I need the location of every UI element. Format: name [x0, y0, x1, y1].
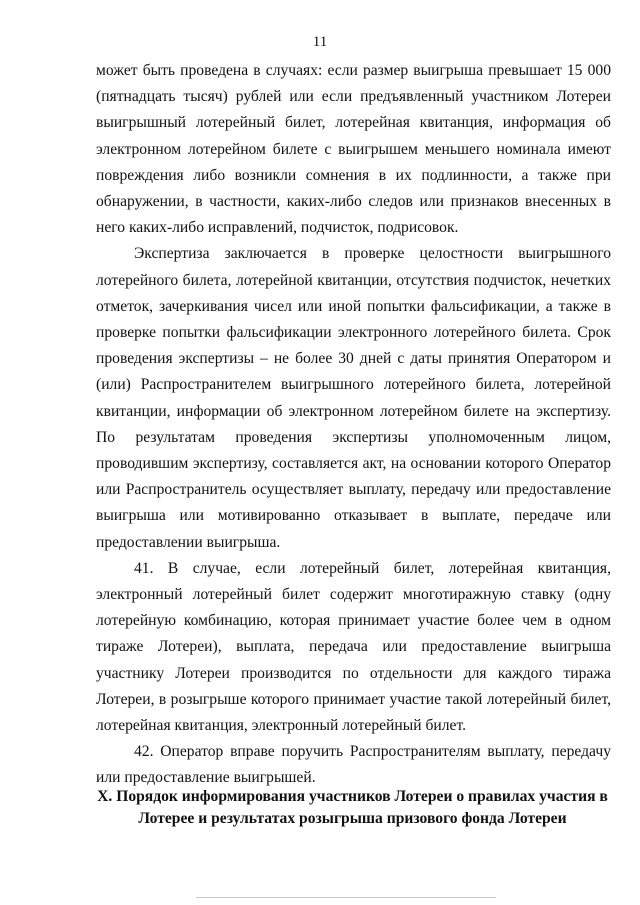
- paragraph-41: 41. В случае, если лотерейный билет, лотерейная квитанция, электронный лотерейный билет содержит многотиражную ставку (одну лотерейную комбинацию, которая принимает участие более чем в одном тираже Лотереи), выплата, передача или предоставление выигрыша участнику Лотереи производится по отдельности для каждого тиража Лотереи, в розыгрыше которого принимает участие такой лотерейный билет, лотерейная квитанция, электронный лотерейный билет.: [96, 559, 611, 735]
- paragraph-continuation: может быть проведена в случаях: если размер выигрыша превышает 15 000 (пятнадцать тысяч) рублей или если предъявленный участником Лотереи выигрышный лотерейный билет, лотерейная квитанция, информация об электронном лотерейном билете с выигрышем меньшего номинала имеют повреждения либо возникли сомнения в их подлинности, а также при обнаружении, в частности, каких-либо следов или признаков внесенных в него каких-либо исправлений, подчисток, подрисовок.: [96, 62, 611, 237]
- page-number: 11: [312, 34, 328, 50]
- scan-edge-line: [196, 897, 496, 898]
- section-heading-line-2: Лотерее и результатах розыгрыша призового фонда Лотереи: [138, 810, 567, 827]
- paragraph-42: 42. Оператор вправе поручить Распространителям выплату, передачу или предоставление выигрышей.: [96, 743, 611, 787]
- section-heading: [90, 786, 615, 830]
- paragraph-expertise: Экспертиза заключается в проверке целостности выигрышного лотерейного билета, лотерейной квитанции, отсутствия подчисток, нечетких отметок, зачеркивания чисел или иной попытки фальсификации, а также в проверке попытки фальсификации электронного лотерейного билета. Срок проведения экспертизы – не более 30 дней с даты принятия Оператором и (или) Распространителем выигрышного лотерейного билета, лотерейной квитанции, информации об электронном лотерейном билете на экспертизу. По результатам проведения экспертизы уполномоченным лицом, проводившим экспертизу, составляется акт, на основании которого Оператор или Распространитель осуществляет выплату, передачу или предоставление выигрыша или мотивированно отказывает в выплате, передаче или предоставлении выигрыша.: [96, 245, 611, 551]
- body-text: [96, 58, 611, 792]
- section-heading-line-1: X. Порядок информирования участников Лотереи о правилах участия в: [97, 788, 608, 805]
